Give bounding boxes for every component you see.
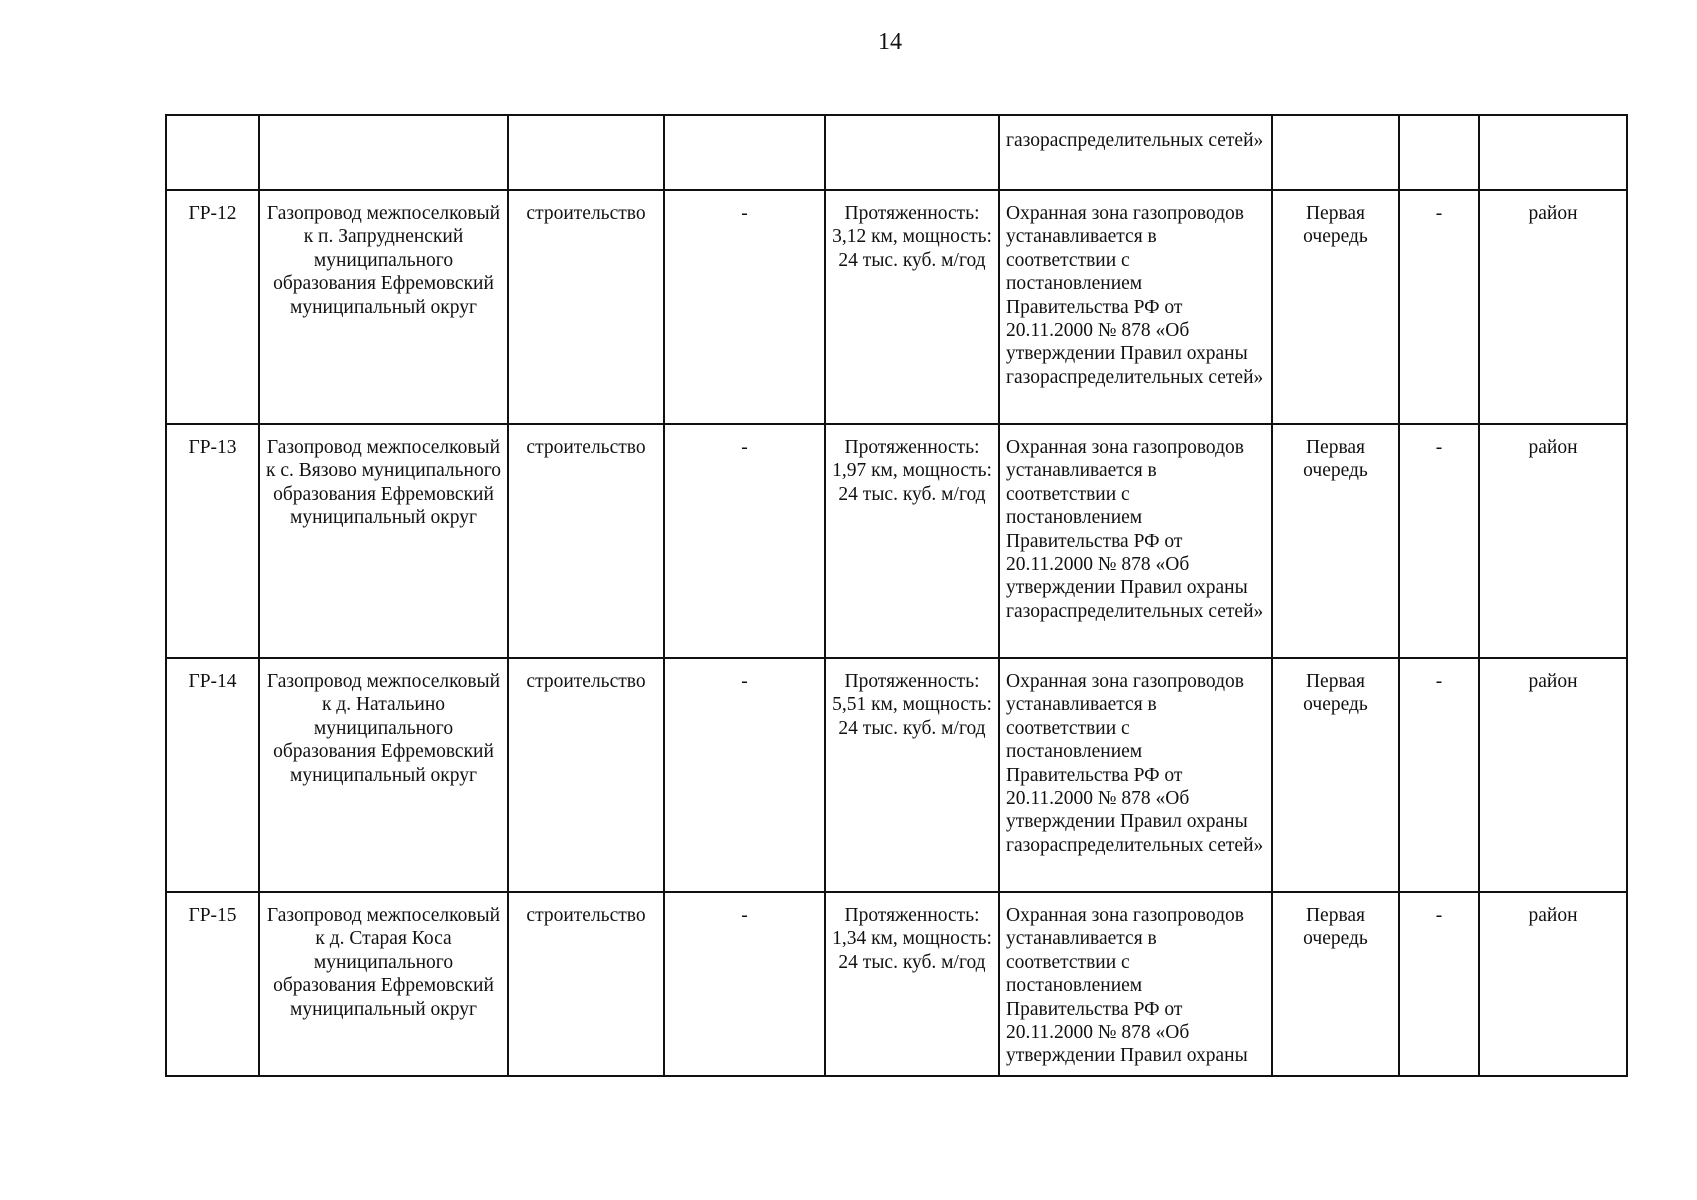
cell-id: ГР-14 — [166, 658, 259, 892]
cell-characteristics: Протяженность: 5,51 км, мощность: 24 тыс. куб. м/год — [825, 658, 999, 892]
cell-stage: Первая очередь — [1272, 892, 1399, 1076]
cell-activity: строительство — [508, 892, 664, 1076]
cell-col8: - — [1399, 658, 1479, 892]
cell-id: ГР-13 — [166, 424, 259, 658]
table-row — [166, 658, 1627, 892]
table-row — [166, 190, 1627, 424]
table-row-continuation — [166, 115, 1627, 190]
cell-characteristics: Протяженность: 1,34 км, мощность: 24 тыс. куб. м/год — [825, 892, 999, 1076]
cell-activity: строительство — [508, 424, 664, 658]
cell-name: Газопровод межпоселковый к с. Вязово муниципального образования Ефремовский муниципальный округ — [259, 424, 508, 658]
table-row — [166, 892, 1627, 1076]
cell-col8: - — [1399, 190, 1479, 424]
cell-characteristics: Протяженность: 1,97 км, мощность: 24 тыс. куб. м/год — [825, 424, 999, 658]
cell-col8: - — [1399, 424, 1479, 658]
cell-name: Газопровод межпоселковый к д. Натальино муниципального образования Ефремовский муниципальный округ — [259, 658, 508, 892]
cell-id — [166, 115, 259, 190]
cell-id: ГР-12 — [166, 190, 259, 424]
cell-level: район — [1479, 190, 1627, 424]
cell-activity: строительство — [508, 190, 664, 424]
cell-level: район — [1479, 892, 1627, 1076]
cell-col8 — [1399, 115, 1479, 190]
gas-pipeline-table — [165, 114, 1628, 1077]
cell-name: Газопровод межпоселковый к п. Запрудненский муниципального образования Ефремовский муниципальный округ — [259, 190, 508, 424]
cell-col4: - — [664, 658, 825, 892]
cell-col4 — [664, 115, 825, 190]
cell-name: Газопровод межпоселковый к д. Старая Коса муниципального образования Ефремовский муниципальный округ — [259, 892, 508, 1076]
cell-activity: строительство — [508, 658, 664, 892]
cell-stage: Первая очередь — [1272, 424, 1399, 658]
cell-level: район — [1479, 658, 1627, 892]
cell-protection-zone: Охранная зона газопроводов устанавливается в соответствии с постановлением Правительства РФ от 20.11.2000 № 878 «Об утверждении Правил охраны газораспределительных сетей» — [999, 424, 1272, 658]
table-row — [166, 424, 1627, 658]
cell-id: ГР-15 — [166, 892, 259, 1076]
cell-characteristics: Протяженность: 3,12 км, мощность: 24 тыс. куб. м/год — [825, 190, 999, 424]
cell-protection-zone: Охранная зона газопроводов устанавливается в соответствии с постановлением Правительства РФ от 20.11.2000 № 878 «Об утверждении Правил охраны газораспределительных сетей» — [999, 190, 1272, 424]
cell-col4: - — [664, 424, 825, 658]
cell-col4: - — [664, 892, 825, 1076]
cell-protection-zone: газораспределительных сетей» — [999, 115, 1272, 190]
cell-activity — [508, 115, 664, 190]
cell-protection-zone: Охранная зона газопроводов устанавливается в соответствии с постановлением Правительства РФ от 20.11.2000 № 878 «Об утверждении Правил охраны — [999, 892, 1272, 1076]
page-number: 14 — [878, 29, 902, 55]
cell-name — [259, 115, 508, 190]
cell-stage — [1272, 115, 1399, 190]
cell-stage: Первая очередь — [1272, 190, 1399, 424]
cell-col8: - — [1399, 892, 1479, 1076]
cell-characteristics — [825, 115, 999, 190]
cell-level: район — [1479, 424, 1627, 658]
cell-level — [1479, 115, 1627, 190]
cell-col4: - — [664, 190, 825, 424]
cell-protection-zone: Охранная зона газопроводов устанавливается в соответствии с постановлением Правительства РФ от 20.11.2000 № 878 «Об утверждении Правил охраны газораспределительных сетей» — [999, 658, 1272, 892]
cell-stage: Первая очередь — [1272, 658, 1399, 892]
